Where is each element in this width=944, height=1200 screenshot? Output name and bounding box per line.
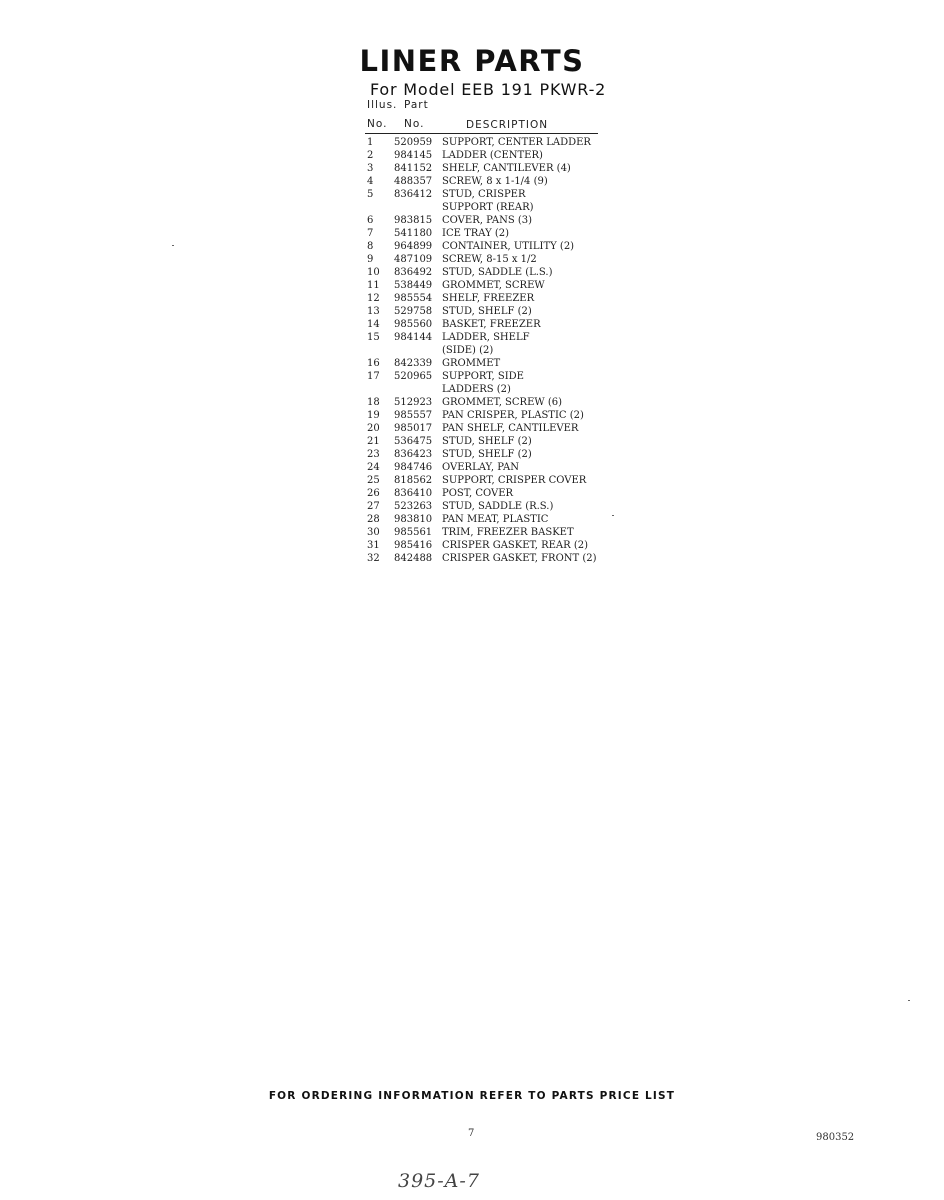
description-continued: LADDERS (2) [442, 384, 511, 395]
part-no: 836412 [394, 189, 433, 200]
description: CRISPER GASKET, FRONT (2) [442, 553, 597, 564]
description-continued: SUPPORT (REAR) [442, 202, 534, 213]
description: PAN MEAT, PLASTIC [442, 514, 549, 525]
table-row [367, 318, 607, 331]
part-no: 984746 [394, 462, 433, 473]
illus-no: 5 [367, 189, 374, 200]
illus-no: 6 [367, 215, 374, 226]
illus-no: 32 [367, 553, 380, 564]
table-row [367, 552, 607, 565]
scan-speck [908, 1000, 910, 1001]
illus-no: 11 [367, 280, 380, 291]
scan-speck [172, 245, 174, 246]
table-row [367, 331, 607, 344]
table-row [367, 370, 607, 383]
description: SUPPORT, CRISPER COVER [442, 475, 587, 486]
part-no: 818562 [394, 475, 433, 486]
part-no: 985554 [394, 293, 433, 304]
table-row [367, 357, 607, 370]
part-no: 836492 [394, 267, 433, 278]
illus-no: 9 [367, 254, 374, 265]
header-part-no-label: No. [404, 118, 425, 130]
part-no: 836410 [394, 488, 433, 499]
header-illus-label: Illus. [367, 99, 398, 111]
illus-no: 24 [367, 462, 380, 473]
header-rule [365, 133, 598, 134]
illus-no: 17 [367, 371, 380, 382]
part-no: 983815 [394, 215, 433, 226]
illus-no: 14 [367, 319, 380, 330]
table-row [367, 396, 607, 409]
description: PAN SHELF, CANTILEVER [442, 423, 579, 434]
part-no: 836423 [394, 449, 433, 460]
description: OVERLAY, PAN [442, 462, 519, 473]
table-row [367, 227, 607, 240]
table-row [367, 435, 607, 448]
table-row [367, 253, 607, 266]
part-no: 520965 [394, 371, 433, 382]
table-row-continuation [367, 383, 607, 396]
part-no: 985560 [394, 319, 433, 330]
part-no: 488357 [394, 176, 433, 187]
table-row [367, 409, 607, 422]
description: SCREW, 8-15 x 1/2 [442, 254, 537, 265]
table-row [367, 513, 607, 526]
description: PAN CRISPER, PLASTIC (2) [442, 410, 584, 421]
illus-no: 21 [367, 436, 380, 447]
description: SCREW, 8 x 1-1/4 (9) [442, 176, 548, 187]
table-row [367, 266, 607, 279]
table-row [367, 149, 607, 162]
part-no: 964899 [394, 241, 433, 252]
description: POST, COVER [442, 488, 514, 499]
table-row [367, 175, 607, 188]
table-row [367, 279, 607, 292]
part-no: 984144 [394, 332, 433, 343]
part-no: 541180 [394, 228, 433, 239]
page-title: LINER PARTS [359, 44, 585, 78]
description: CRISPER GASKET, REAR (2) [442, 540, 589, 551]
description: STUD, SADDLE (L.S.) [442, 267, 553, 278]
document-number: 980352 [816, 1132, 855, 1143]
illus-no: 4 [367, 176, 374, 187]
illus-no: 30 [367, 527, 380, 538]
part-no: 523263 [394, 501, 433, 512]
table-row [367, 305, 607, 318]
description: BASKET, FREEZER [442, 319, 541, 330]
description: STUD, SHELF (2) [442, 306, 532, 317]
part-no: 842488 [394, 553, 433, 564]
part-no: 842339 [394, 358, 433, 369]
description: GROMMET, SCREW [442, 280, 545, 291]
table-row [367, 136, 607, 149]
description: STUD, SADDLE (R.S.) [442, 501, 554, 512]
part-no: 487109 [394, 254, 433, 265]
table-row [367, 500, 607, 513]
header-description-label: DESCRIPTION [466, 119, 549, 131]
table-row [367, 162, 607, 175]
illus-no: 3 [367, 163, 374, 174]
table-row [367, 292, 607, 305]
table-row [367, 461, 607, 474]
description: STUD, SHELF (2) [442, 449, 532, 460]
table-row [367, 240, 607, 253]
scan-speck [612, 515, 614, 516]
description: STUD, SHELF (2) [442, 436, 532, 447]
table-row [367, 474, 607, 487]
description: GROMMET, SCREW (6) [442, 397, 563, 408]
table-row [367, 188, 607, 201]
illus-no: 16 [367, 358, 380, 369]
illus-no: 18 [367, 397, 380, 408]
header-part-label: Part [404, 99, 429, 111]
description: SUPPORT, CENTER LADDER [442, 137, 591, 148]
table-row [367, 487, 607, 500]
part-no: 985561 [394, 527, 433, 538]
model-subtitle: For Model EEB 191 PKWR-2 [370, 80, 607, 99]
description-continued: (SIDE) (2) [442, 345, 494, 356]
header-no-label: No. [367, 118, 388, 130]
description: LADDER (CENTER) [442, 150, 543, 161]
part-no: 985017 [394, 423, 433, 434]
illus-no: 25 [367, 475, 380, 486]
description: SHELF, CANTILEVER (4) [442, 163, 571, 174]
table-row [367, 214, 607, 227]
table-row [367, 539, 607, 552]
illus-no: 28 [367, 514, 380, 525]
part-no: 983810 [394, 514, 433, 525]
part-no: 984145 [394, 150, 433, 161]
illus-no: 20 [367, 423, 380, 434]
page-number: 7 [468, 1128, 475, 1139]
illus-no: 13 [367, 306, 380, 317]
part-no: 841152 [394, 163, 433, 174]
illus-no: 12 [367, 293, 380, 304]
table-row [367, 448, 607, 461]
part-no: 985416 [394, 540, 433, 551]
illus-no: 23 [367, 449, 380, 460]
illus-no: 15 [367, 332, 380, 343]
part-no: 520959 [394, 137, 433, 148]
ordering-info-footer: FOR ORDERING INFORMATION REFER TO PARTS PRICE LIST [268, 1090, 676, 1102]
part-no: 512923 [394, 397, 433, 408]
table-row [367, 526, 607, 539]
illus-no: 1 [367, 137, 374, 148]
parts-list [367, 136, 607, 565]
part-no: 536475 [394, 436, 433, 447]
description: SHELF, FREEZER [442, 293, 535, 304]
part-no: 529758 [394, 306, 433, 317]
table-row-continuation [367, 344, 607, 357]
handwritten-note: 395-A-7 [398, 1170, 480, 1192]
description: COVER, PANS (3) [442, 215, 533, 226]
description: TRIM, FREEZER BASKET [442, 527, 574, 538]
illus-no: 7 [367, 228, 374, 239]
illus-no: 27 [367, 501, 380, 512]
illus-no: 26 [367, 488, 380, 499]
description: CONTAINER, UTILITY (2) [442, 241, 575, 252]
illus-no: 31 [367, 540, 380, 551]
description: ICE TRAY (2) [442, 228, 510, 239]
table-row-continuation [367, 201, 607, 214]
table-row [367, 422, 607, 435]
description: LADDER, SHELF [442, 332, 530, 343]
description: STUD, CRISPER [442, 189, 526, 200]
illus-no: 8 [367, 241, 374, 252]
illus-no: 19 [367, 410, 380, 421]
part-no: 538449 [394, 280, 433, 291]
illus-no: 2 [367, 150, 374, 161]
illus-no: 10 [367, 267, 380, 278]
part-no: 985557 [394, 410, 433, 421]
description: SUPPORT, SIDE [442, 371, 524, 382]
description: GROMMET [442, 358, 501, 369]
